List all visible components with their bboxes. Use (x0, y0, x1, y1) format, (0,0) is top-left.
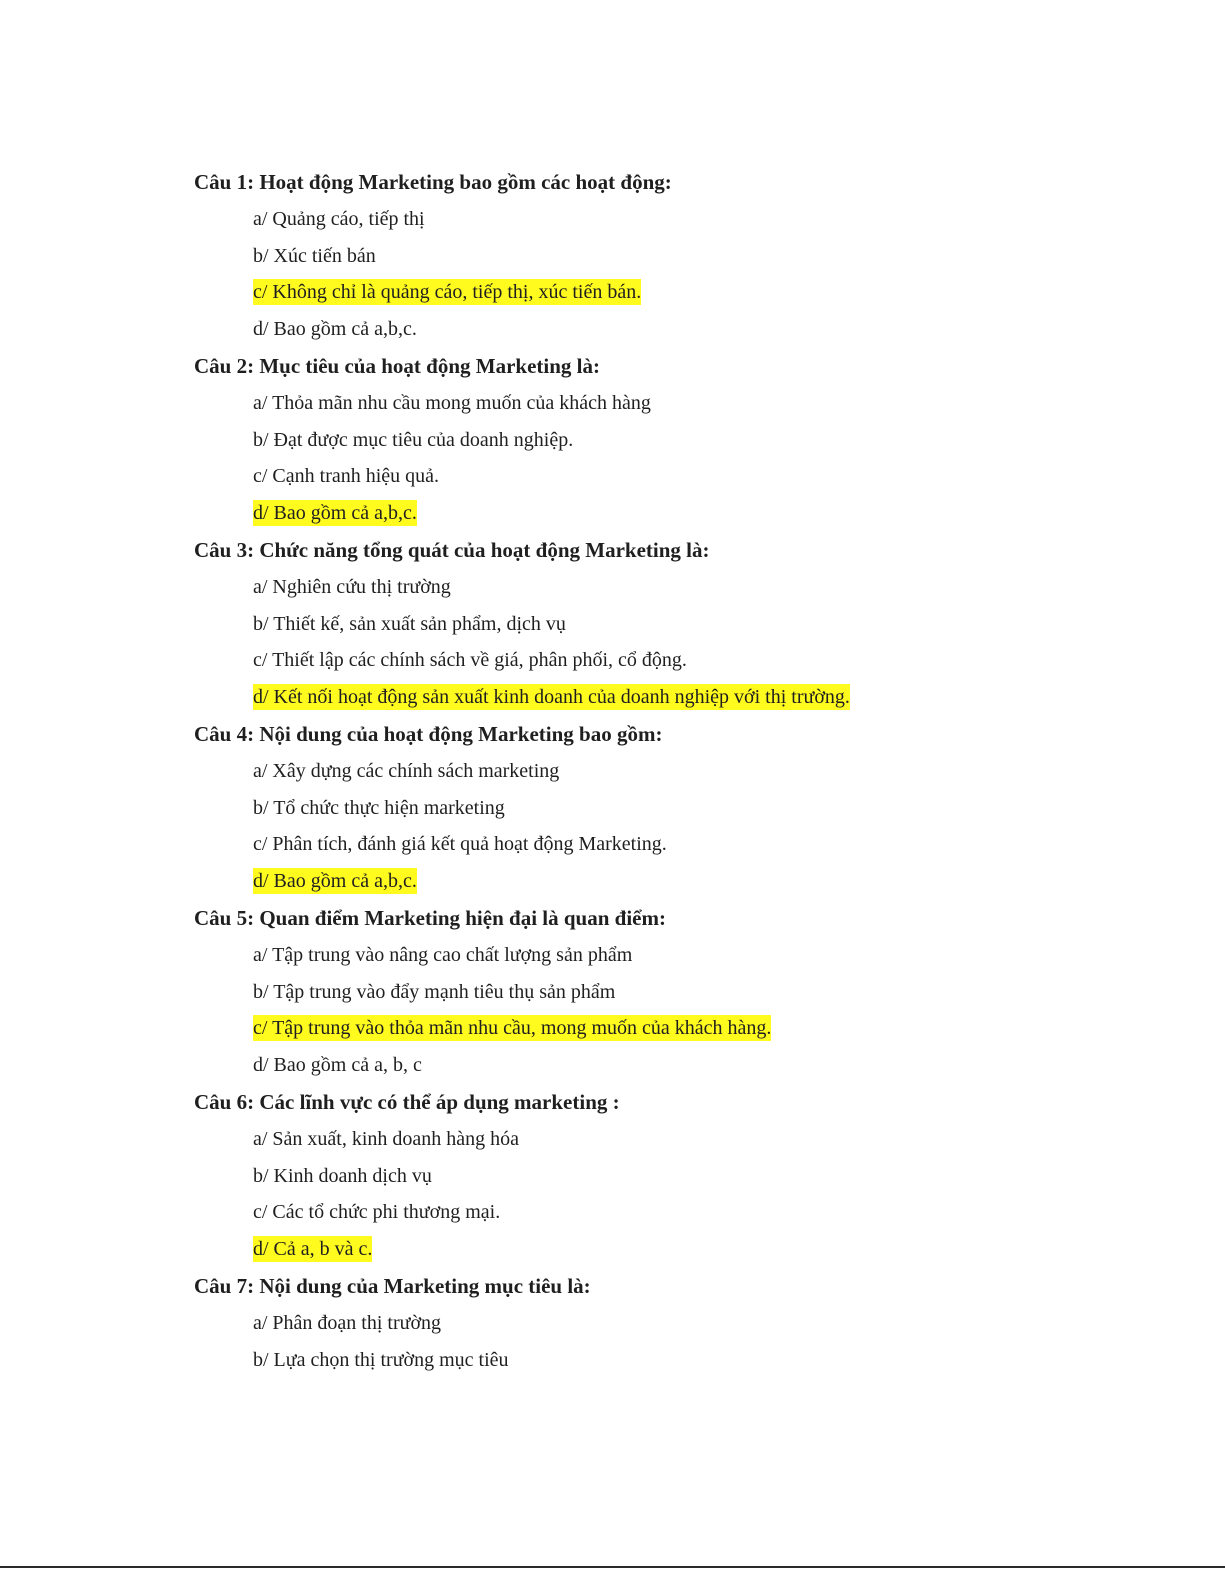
answer-option-text: d/ Bao gồm cả a, b, c (253, 1054, 422, 1077)
answer-option-text: c/ Tập trung vào thỏa mãn nhu cầu, mong muốn của khách hàng. (253, 1017, 772, 1040)
answer-option (194, 826, 1144, 863)
answer-option-text: b/ Kinh doanh dịch vụ (253, 1164, 432, 1187)
answer-option (194, 238, 1144, 275)
answer-option-text: b/ Xúc tiến bán (253, 244, 376, 267)
answer-option-text: d/ Bao gồm cả a,b,c. (253, 502, 417, 525)
answer-option-text: a/ Tập trung vào nâng cao chất lượng sản phẩm (253, 943, 633, 966)
answer-option-text: d/ Kết nối hoạt động sản xuất kinh doanh của doanh nghiệp với thị trường. (253, 686, 850, 709)
answer-option (194, 201, 1144, 238)
answer-option (194, 974, 1144, 1011)
answer-option (194, 1121, 1144, 1158)
answer-option (194, 458, 1144, 495)
answer-option-text: b/ Lựa chọn thị trường mục tiêu (253, 1348, 509, 1371)
question-title: Câu 5: Quan điểm Marketing hiện đại là quan điểm: (194, 905, 666, 930)
answer-option-text: c/ Phân tích, đánh giá kết quả hoạt động Marketing. (253, 833, 667, 856)
answer-option (194, 642, 1144, 679)
question-block (194, 164, 1144, 348)
question-title: Câu 6: Các lĩnh vực có thể áp dụng marketing : (194, 1089, 620, 1114)
answer-option-text: c/ Thiết lập các chính sách về giá, phân phối, cổ động. (253, 649, 687, 672)
answer-option (194, 753, 1144, 790)
answer-option-text: c/ Không chỉ là quảng cáo, tiếp thị, xúc tiến bán. (253, 281, 642, 304)
question-block (194, 532, 1144, 716)
question-block (194, 900, 1144, 1084)
answer-option-text: b/ Thiết kế, sản xuất sản phẩm, dịch vụ (253, 612, 566, 635)
answer-option (194, 1158, 1144, 1195)
answer-option-text: a/ Phân đoạn thị trường (253, 1311, 442, 1334)
question-block (194, 1084, 1144, 1268)
answer-option (194, 1047, 1144, 1084)
question-block (194, 1268, 1144, 1378)
answer-option (194, 606, 1144, 643)
answer-option-text: c/ Các tổ chức phi thương mại. (253, 1201, 501, 1224)
answer-option-highlighted (194, 1231, 1144, 1268)
answer-option-text: a/ Thỏa mãn nhu cầu mong muốn của khách hàng (253, 391, 651, 414)
question-title: Câu 1: Hoạt động Marketing bao gồm các hoạt động: (194, 170, 672, 194)
answer-option-text: d/ Bao gồm cả a,b,c. (253, 870, 417, 893)
answer-option (194, 569, 1144, 606)
answer-option-text: b/ Tổ chức thực hiện marketing (253, 796, 505, 819)
question-block (194, 716, 1144, 900)
answer-option (194, 1305, 1144, 1342)
answer-option-text: d/ Bao gồm cả a,b,c. (253, 318, 417, 341)
answer-option (194, 385, 1144, 422)
answer-option (194, 937, 1144, 974)
question-list (194, 164, 1144, 1378)
answer-option-highlighted (194, 1010, 1144, 1047)
answer-option (194, 311, 1144, 348)
answer-option-text: c/ Cạnh tranh hiệu quả. (253, 465, 440, 488)
answer-option-highlighted (194, 495, 1144, 532)
answer-option-text: b/ Tập trung vào đẩy mạnh tiêu thụ sản phẩm (253, 980, 616, 1003)
question-block (194, 348, 1144, 532)
answer-option (194, 1194, 1144, 1231)
bottom-divider (0, 1566, 1225, 1568)
answer-option-highlighted (194, 274, 1144, 311)
answer-option (194, 790, 1144, 827)
question-title: Câu 2: Mục tiêu của hoạt động Marketing là: (194, 353, 600, 378)
answer-option-highlighted (194, 863, 1144, 900)
answer-option (194, 1342, 1144, 1379)
answer-option-highlighted (194, 679, 1144, 716)
question-title: Câu 7: Nội dung của Marketing mục tiêu là: (194, 1273, 591, 1298)
answer-option-text: d/ Cả a, b và c. (253, 1238, 373, 1261)
question-title: Câu 3: Chức năng tổng quát của hoạt động Marketing là: (194, 537, 710, 562)
answer-option-text: a/ Quảng cáo, tiếp thị (253, 207, 425, 230)
answer-option-text: b/ Đạt được mục tiêu của doanh nghiệp. (253, 428, 574, 451)
answer-option-text: a/ Xây dựng các chính sách marketing (253, 759, 560, 782)
question-title: Câu 4: Nội dung của hoạt động Marketing bao gồm: (194, 721, 663, 746)
answer-option-text: a/ Nghiên cứu thị trường (253, 575, 451, 598)
answer-option-text: a/ Sản xuất, kinh doanh hàng hóa (253, 1127, 520, 1150)
answer-option (194, 422, 1144, 459)
